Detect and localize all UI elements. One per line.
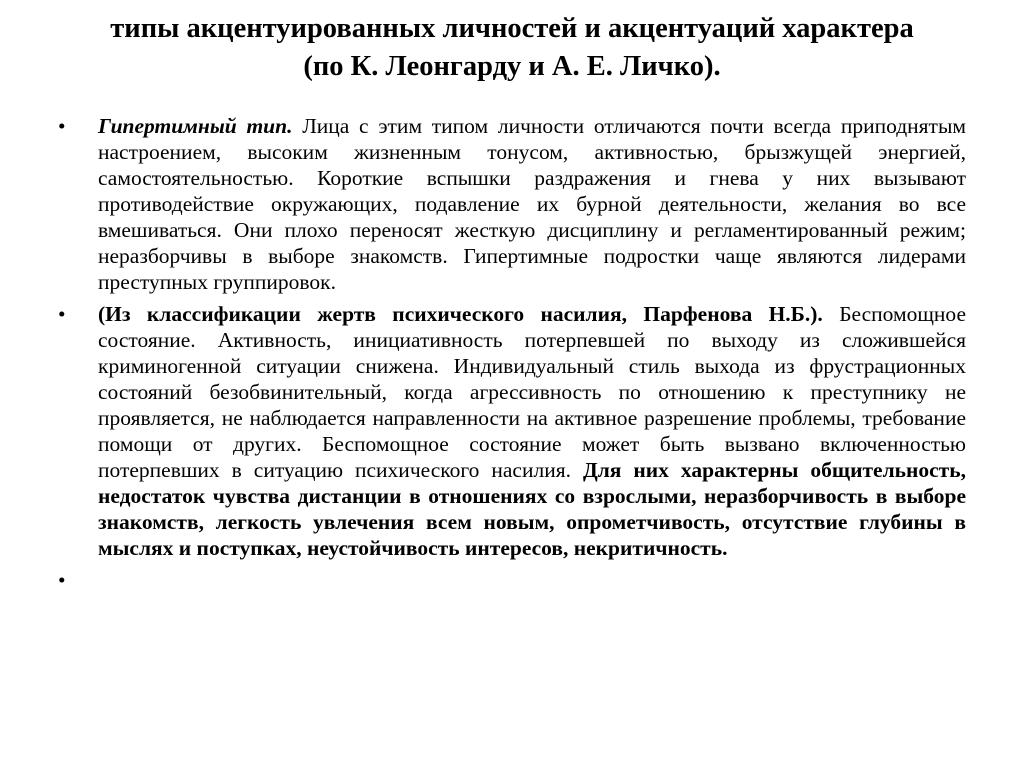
title-line-1: типы акцентуированных личностей и акцентуаций характера — [110, 13, 914, 44]
bullet-heading: Гипертимный тип. — [98, 114, 293, 138]
slide-title — [30, 10, 994, 86]
bullet-text: Беспомощное состояние. Активность, инициативность потерпевшей по выходу из сложившейся криминогенной ситуации снижена. Индивидуальный стиль выхода из фрустрационных состояний безобвинительный, когда агрессивность по отношению к преступнику не проявляется, не наблюдается направленности на активное разрешение проблемы, требование помощи от других. Беспомощное состояние может быть вызвано включенностью потерпевших в ситуацию психического насилия. — [98, 302, 966, 482]
bullet-item-victim-classification — [58, 301, 966, 561]
bullet-text: Лица с этим типом личности отличаются почти всегда приподнятым настроением, высоким жизненным тонусом, активностью, брызжущей энергией, самостоятельностью. Короткие вспышки раздражения и гнева у них вызывают противодействие окружающих, подавление их бурной деятельности, желания во все вмешиваться. Они плохо переносят жесткую дисциплину и регламентированный режим; неразборчивы в выборе знакомств. Гипертимные подростки чаще являются лидерами преступных группировок. — [98, 114, 966, 294]
bullet-heading: (Из классификации жертв психического насилия, Парфенова Н.Б.). — [98, 302, 823, 326]
title-line-2: (по К. Леонгарду и А. Е. Личко). — [303, 51, 721, 82]
bullet-item-empty — [58, 567, 966, 593]
bullet-marker: • — [58, 302, 66, 326]
bullet-marker: • — [58, 114, 66, 138]
bullet-item-hyperthymic — [58, 113, 966, 295]
bullet-marker: • — [58, 568, 66, 592]
bullet-bold-text: Для них характерны общительность, недостаток чувства дистанции в отношениях со взрослыми, неразборчивость в выборе знакомств, легкость увлечения всем новым, опрометчивость, отсутствие глубины в мыслях и поступках, неустойчивость интересов, некритичность. — [98, 458, 966, 560]
bullet-list — [58, 113, 966, 599]
